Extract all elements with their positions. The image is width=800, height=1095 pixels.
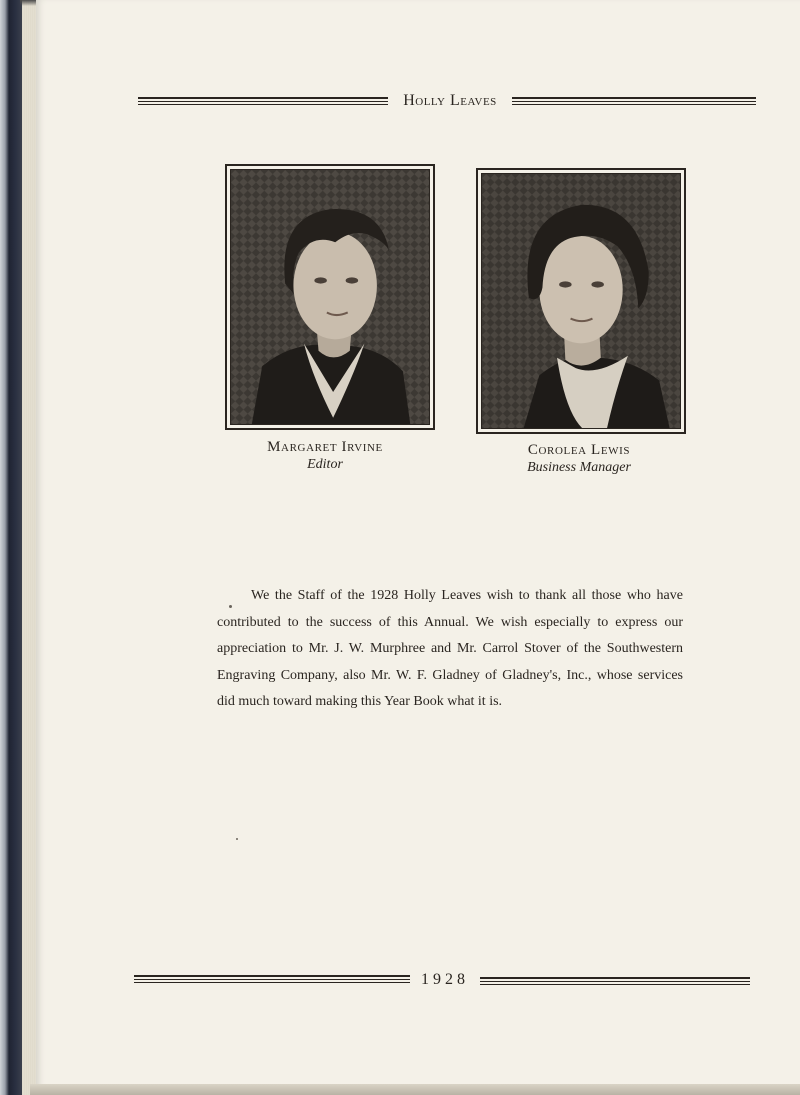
- portrait-photo-business-manager: [481, 173, 681, 429]
- editor-name: Margaret Irvine: [267, 439, 383, 455]
- business-manager-role: Business Manager: [527, 460, 631, 475]
- page-title: Holly Leaves: [403, 92, 497, 109]
- portrait-photo-editor: [230, 169, 430, 425]
- page-footer: [134, 970, 754, 998]
- header-rule-left: [138, 96, 388, 106]
- caption-business-manager: [459, 441, 699, 477]
- footer-year: 1928: [421, 971, 469, 988]
- header-rule-right: [512, 96, 756, 106]
- editor-role: Editor: [307, 457, 343, 472]
- print-speck: [236, 838, 238, 840]
- page-edges: [22, 0, 36, 1095]
- acknowledgment-paragraph: We the Staff of the 1928 Holly Leaves wish to thank all those who have contributed to the success of this Annual. We wish especially to express our appreciation to Mr. J. W. Murphree and Mr. Carrol Stover of the Southwestern Engraving Company, also Mr. W. F. Gladney of Gladney's, Inc., whose services did much toward making this Year Book what it is.: [217, 588, 683, 709]
- page-bottom-edge: [30, 1084, 800, 1095]
- footer-rule-right: [480, 976, 750, 986]
- page-header: [138, 92, 758, 118]
- book-spine: [0, 0, 22, 1095]
- portrait-business-manager: [476, 168, 686, 434]
- print-speck: [229, 605, 232, 608]
- portrait-editor: [225, 164, 435, 430]
- footer-rule-left: [134, 974, 410, 984]
- business-manager-name: Corolea Lewis: [527, 442, 631, 458]
- caption-editor: [205, 438, 445, 474]
